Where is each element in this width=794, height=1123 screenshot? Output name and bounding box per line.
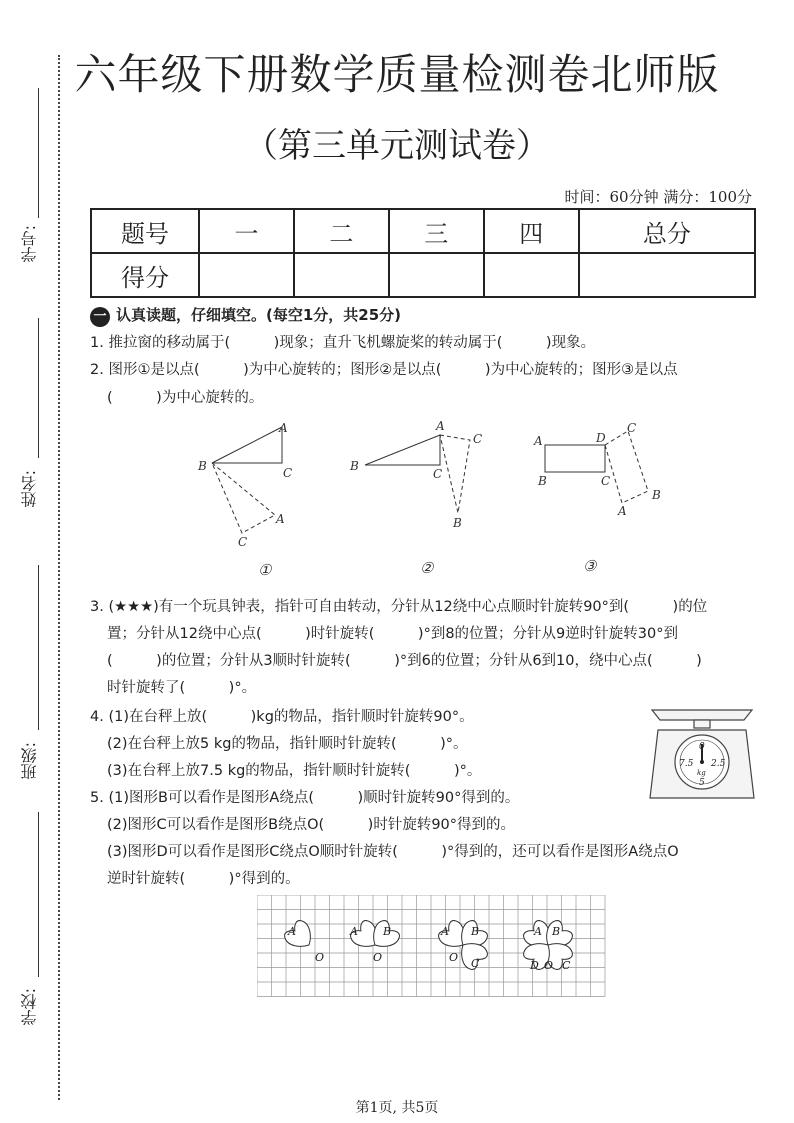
petal-label-d: D bbox=[530, 959, 539, 972]
fig-label: C bbox=[433, 467, 443, 481]
fig-label: B bbox=[453, 516, 462, 530]
side-line-3 bbox=[38, 565, 40, 730]
score-cell[interactable] bbox=[294, 253, 389, 297]
fig-number-1: ① bbox=[258, 561, 272, 579]
point-label-o: O bbox=[373, 951, 383, 964]
side-line-4 bbox=[38, 812, 40, 977]
rotation-figures bbox=[190, 415, 670, 585]
section-number-badge: 一 bbox=[90, 307, 110, 327]
fig-label: A bbox=[618, 504, 627, 518]
score-header-cell: 二 bbox=[294, 209, 389, 253]
scale-label-left: 7.5 bbox=[679, 759, 694, 769]
fig1-rotated-triangle bbox=[212, 463, 275, 533]
score-header-cell: 一 bbox=[199, 209, 294, 253]
petal-label-a: A bbox=[350, 925, 358, 938]
question-5-line-3: (3)图形D可以看作是图形C绕点O顺时针旋转( )°得到的，还可以看作是图形A绕点O bbox=[107, 844, 679, 860]
question-2-line-1: 2. 图形①是以点( )为中心旋转的；图形②是以点( )为中心旋转的；图形③是以点 bbox=[90, 362, 678, 378]
page-title: 六年级下册数学质量检测卷北师版 bbox=[74, 50, 720, 99]
page-subtitle: （第三单元测试卷） bbox=[244, 126, 550, 166]
fig-label: C bbox=[601, 474, 611, 488]
score-header-cell: 题号 bbox=[91, 209, 199, 253]
score-header-cell: 四 bbox=[484, 209, 579, 253]
fig-label: C bbox=[473, 432, 483, 446]
fig-label: C bbox=[627, 421, 637, 435]
fig2-rotated-triangle bbox=[440, 435, 470, 513]
fig-label: A bbox=[276, 512, 285, 526]
fig-number-2: ② bbox=[420, 559, 434, 577]
section-heading-text: 认真读题，仔细填空。(每空1分，共25分) bbox=[116, 306, 402, 324]
fig-label: B bbox=[198, 459, 207, 473]
scale-label-right: 2.5 bbox=[711, 759, 726, 769]
score-cell[interactable] bbox=[484, 253, 579, 297]
student-id-label: 学号: bbox=[20, 225, 39, 263]
fig-label: C bbox=[238, 535, 248, 549]
scale-label-bottom: 5 bbox=[699, 778, 705, 788]
petal-label-b: B bbox=[383, 925, 392, 938]
name-label: 姓名: bbox=[20, 470, 39, 508]
fig-label: D bbox=[596, 431, 606, 445]
fig-label: C bbox=[283, 466, 293, 480]
scale-unit: kg bbox=[697, 769, 706, 777]
score-header-cell: 总分 bbox=[579, 209, 755, 253]
question-5-line-2: (2)图形C可以看作是图形B绕点O( )时针旋转90°得到的。 bbox=[107, 817, 516, 833]
point-label-o: O bbox=[544, 959, 554, 972]
fig-label: B bbox=[652, 488, 661, 502]
petal-label-a: A bbox=[441, 925, 449, 938]
fig2-triangle bbox=[365, 435, 440, 465]
fig-label: A bbox=[279, 421, 288, 435]
scale-illustration bbox=[648, 700, 758, 802]
score-cell[interactable] bbox=[389, 253, 484, 297]
question-4-line-2: (2)在台秤上放5 kg的物品，指针顺时针旋转( )°。 bbox=[107, 736, 468, 752]
fig-number-3: ③ bbox=[583, 557, 597, 575]
fig-label: B bbox=[350, 459, 359, 473]
class-label: 班级: bbox=[20, 742, 39, 780]
score-table bbox=[90, 208, 756, 298]
page-footer: 第1页, 共5页 bbox=[355, 1100, 439, 1116]
petal-label-c: C bbox=[471, 957, 480, 970]
question-4-line-3: (3)在台秤上放7.5 kg的物品，指针顺时针旋转( )°。 bbox=[107, 763, 482, 779]
rotation-grid-figure bbox=[257, 895, 607, 1007]
binding-dotted-line bbox=[58, 55, 60, 1100]
exam-meta: 时间：60分钟 满分：100分 bbox=[564, 188, 752, 206]
fig1-triangle bbox=[212, 427, 282, 463]
score-header-cell: 三 bbox=[389, 209, 484, 253]
side-line-2 bbox=[38, 318, 40, 458]
fig-label: B bbox=[538, 474, 547, 488]
school-label: 学校: bbox=[20, 988, 39, 1026]
point-label-o: O bbox=[449, 951, 459, 964]
fig3-rotated-rectangle bbox=[605, 431, 648, 503]
question-3-line-2: 置；分针从12绕中心点( )时针旋转( )°到8的位置；分针从9逆时针旋转30°到 bbox=[107, 626, 678, 642]
question-1: 1. 推拉窗的移动属于( )现象；直升飞机螺旋桨的转动属于( )现象。 bbox=[90, 335, 596, 351]
question-4-line-1: 4. (1)在台秤上放( )kg的物品，指针顺时针旋转90°。 bbox=[90, 709, 474, 725]
fig-label: A bbox=[534, 434, 543, 448]
section-heading bbox=[90, 304, 401, 327]
petal-label-c: C bbox=[562, 959, 571, 972]
question-3-line-1: 3. (★★★)有一个玩具钟表，指针可自由转动，分针从12绕中心点顺时针旋转90°到( )的位 bbox=[90, 599, 708, 615]
score-cell[interactable] bbox=[579, 253, 755, 297]
petal-label-b: B bbox=[552, 925, 561, 938]
fig-label: A bbox=[436, 419, 445, 433]
petal-label-a: A bbox=[534, 925, 542, 938]
question-3-line-4: 时针旋转了( )°。 bbox=[107, 680, 257, 696]
score-row-label: 得分 bbox=[91, 253, 199, 297]
point-label-o: O bbox=[315, 951, 325, 964]
question-2-line-2: ( )为中心旋转的。 bbox=[107, 390, 264, 406]
fig3-rectangle bbox=[545, 445, 605, 472]
scale-label-top: 0 bbox=[699, 742, 705, 752]
question-5-line-4: 逆时针旋转( )°得到的。 bbox=[107, 871, 300, 887]
question-3-line-3: ( )的位置；分针从3顺时针旋转( )°到6的位置；分针从6到10，绕中心点( ) bbox=[107, 653, 702, 669]
petal-label-a: A bbox=[288, 925, 296, 938]
score-cell[interactable] bbox=[199, 253, 294, 297]
question-5-line-1: 5. (1)图形B可以看作是图形A绕点( )顺时针旋转90°得到的。 bbox=[90, 790, 520, 806]
petal-label-b: B bbox=[471, 925, 480, 938]
